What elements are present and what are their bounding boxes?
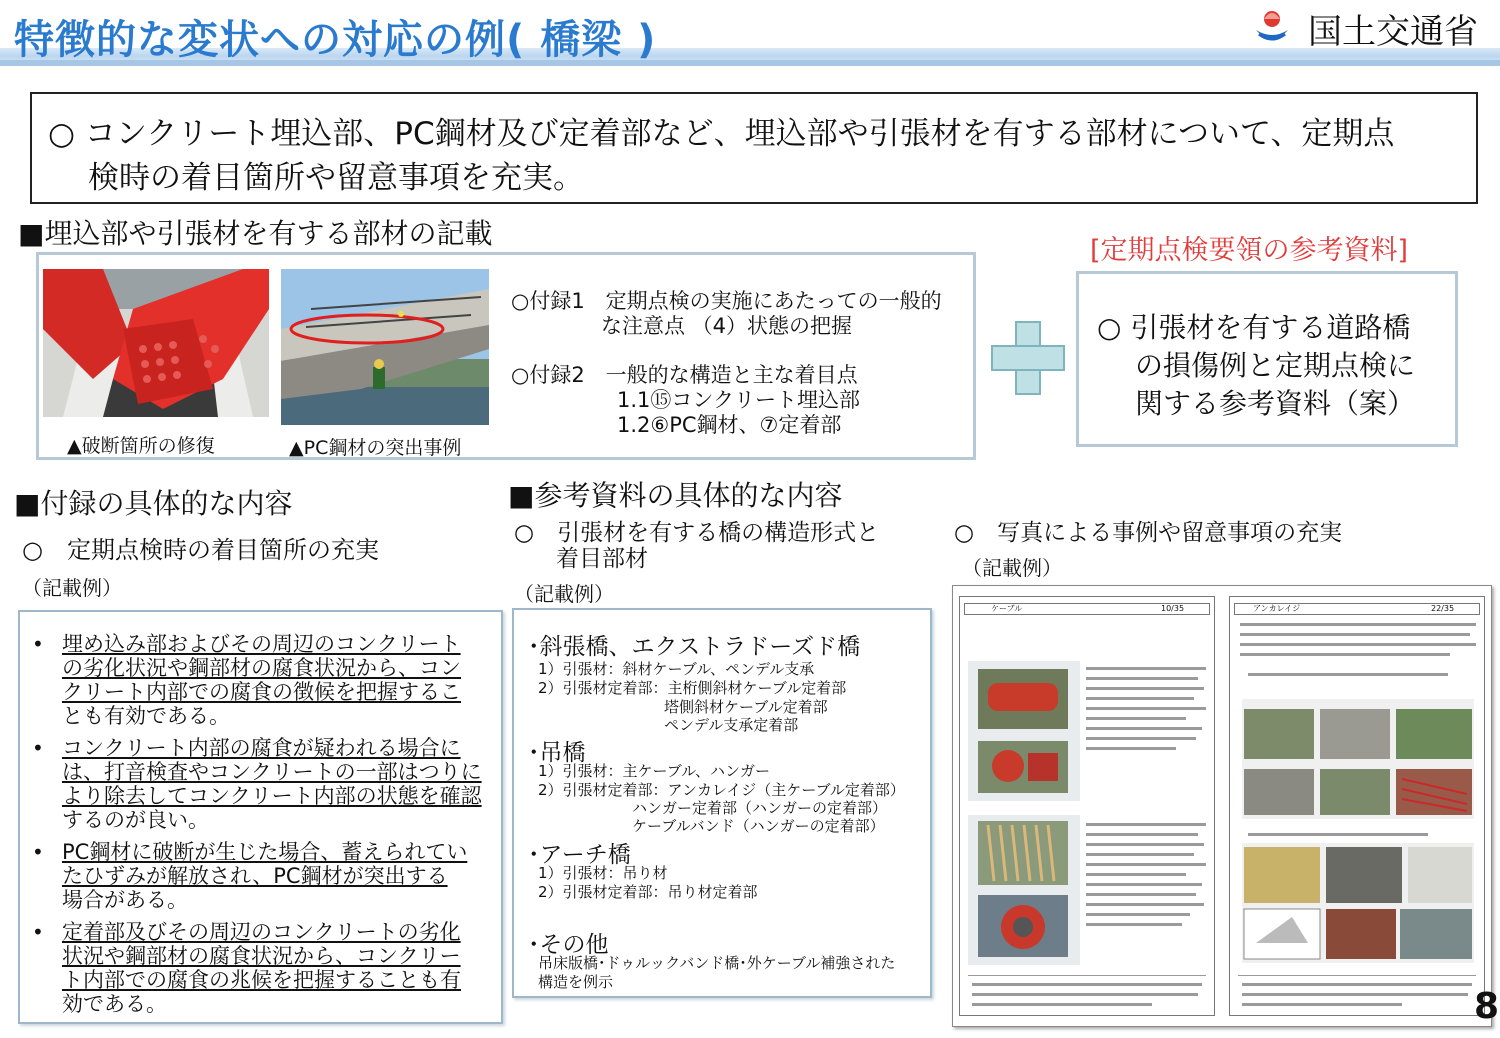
summary-box — [30, 92, 1478, 204]
ministry-logo-icon — [1250, 4, 1294, 48]
cat-cable-stayed: ･斜張橋、エクストラドーズド橋 — [528, 634, 861, 660]
cable-photo-1 — [968, 661, 1080, 801]
plus-icon — [990, 320, 1066, 396]
photo1-caption: ▲破断箇所の修復 — [67, 435, 215, 457]
ref-note-2: （記載例） — [962, 556, 1062, 580]
bullet1-line2: の劣化状況や鋼部材の腐食状況から、コン — [62, 656, 461, 680]
sample-right-page: 22/35 — [1431, 604, 1455, 613]
summary-line-2: 検時の着目箇所や留意事項を充実。 — [88, 160, 584, 196]
bullet4-line4: 効である。 — [62, 992, 167, 1016]
ministry-name: 国土交通省 — [1308, 12, 1478, 52]
cat1-line-c: 塔側斜材ケーブル定着部 — [664, 698, 828, 716]
page-number: 8 — [1474, 986, 1500, 1027]
cat2-line-c: ハンガー定着部（ハンガーの定着部） — [632, 799, 888, 817]
cat1-line-a: 1）引張材：斜材ケーブル、ペンデル支承 — [538, 660, 815, 678]
cat2-line-b: 2）引張材定着部：アンカレイジ（主ケーブル定着部） — [538, 781, 905, 799]
section-heading-embedded: ■埋込部や引張材を有する部材の記載 — [18, 217, 493, 250]
pc-steel-photo — [281, 269, 489, 425]
bullet4-line3: ト内部での腐食の兆候を把握することも有 — [62, 968, 461, 992]
appendix-example-box: • 埋め込み部およびその周辺のコンクリート の劣化状況や鋼部材の腐食状況から、コン クリート内部での腐食の徴候を把握するこ とも有効である。 • コンクリート内部の腐食が疑われる場合に は、打音検査やコンクリートの一部はつりに より除去してコンクリート内部の状態を確認 するのが良い。 • PC鋼材に破断が生じた場合、蓄えられてい たひずみが解放され、PC鋼材が突出する 場合がある。 • 定着部及びその周辺のコンクリートの劣化 状況や鋼部材の腐食状況から、コンクリー ト内部での腐食の兆候を把握することも有 効である。 — [18, 610, 503, 1024]
ref-note-1: （記載例） — [514, 582, 614, 606]
sample-left-title: ケーブル — [991, 604, 1023, 613]
ref-content-heading: ■参考資料の具体的な内容 — [508, 479, 843, 512]
appendix2-line1: ○付録2 一般的な構造と主な着目点 — [511, 363, 858, 387]
repair-photo — [43, 269, 269, 417]
appendix-content-item: ○ 定期点検時の着目箇所の充実 — [22, 536, 379, 564]
reference-line-3: 関する参考資料（案） — [1135, 387, 1416, 420]
bullet1-line1: 埋め込み部およびその周辺のコンクリート — [62, 632, 461, 656]
bullet3-line1: PC鋼材に破断が生じた場合、蓄えられてい — [62, 840, 468, 864]
reference-box — [1076, 271, 1458, 447]
reference-line-2: の損傷例と定期点検に — [1135, 349, 1416, 382]
page-title: 特徴的な変状への対応の例( 橋梁 ) — [14, 17, 657, 63]
reference-line-1: ○ 引張材を有する道路橋 — [1097, 311, 1411, 344]
sample-page-anchorage — [1229, 596, 1485, 1016]
appendix-content-heading: ■付録の具体的な内容 — [14, 487, 293, 520]
cat1-line-d: ペンデル支承定着部 — [664, 716, 799, 734]
sample-page-cable — [959, 596, 1215, 1016]
ref-item2: ○ 写真による事例や留意事項の充実 — [954, 520, 1343, 546]
appendix1-line2: な注意点 （4）状態の把握 — [601, 314, 853, 338]
cat2-line-a: 1）引張材：主ケーブル、ハンガー — [538, 762, 770, 780]
cat3-line-b: 2）引張材定着部：吊り材定着部 — [538, 883, 758, 901]
appendix2-line3: 1.2⑥PC鋼材、⑦定着部 — [617, 413, 842, 437]
cat3-line-a: 1）引張材：吊り材 — [538, 864, 668, 882]
bullet1-line4: とも有効である。 — [62, 704, 230, 728]
reference-title: [定期点検要領の参考資料] — [1090, 235, 1409, 266]
bullet2-line3: より除去してコンクリート内部の状態を確認 — [62, 784, 482, 808]
anchorage-photos-2 — [1242, 843, 1474, 963]
bullet2-line1: コンクリート内部の腐食が疑われる場合に — [62, 736, 461, 760]
anchorage-photos-1 — [1242, 699, 1474, 819]
cat4-line-a: 吊床版橋･ドゥルックバンド橋･外ケーブル補強された — [538, 954, 896, 972]
appendix2-line2: 1.1⑮コンクリート埋込部 — [617, 388, 860, 412]
bullet2-line4: するのが良い。 — [62, 808, 209, 832]
ref-content-box — [512, 608, 932, 998]
cat-suspension: ･吊橋 — [528, 740, 586, 766]
photos-box — [36, 252, 976, 460]
bullet4-line1: 定着部及びその周辺のコンクリートの劣化 — [62, 920, 461, 944]
bullet1-line3: クリート内部での腐食の徴候を把握するこ — [62, 680, 461, 704]
appendix1-line1: ○付録1 定期点検の実施にあたっての一般的 — [511, 289, 942, 313]
summary-line-1: ○ コンクリート埋込部、PC鋼材及び定着部など、埋込部や引張材を有する部材について、定期点 — [48, 116, 1395, 152]
bullet3-line2: たひずみが解放され、PC鋼材が突出する — [62, 864, 448, 888]
ref-item1-line2: 着目部材 — [556, 546, 648, 572]
cat-arch: ･アーチ橋 — [528, 842, 631, 868]
cable-photo-2 — [968, 815, 1080, 965]
appendix-content-note: （記載例） — [22, 576, 122, 600]
photo2-caption: ▲PC鋼材の突出事例 — [289, 437, 462, 459]
sample-right-title: アンカレイジ — [1253, 604, 1301, 613]
bullet3-line3: 場合がある。 — [62, 888, 188, 912]
ref-item1-line1: ○ 引張材を有する橋の構造形式と — [514, 520, 880, 546]
cat4-line-b: 構造を例示 — [538, 973, 614, 991]
sample-left-page: 10/35 — [1161, 604, 1185, 613]
bullet4-line2: 状況や鋼部材の腐食状況から、コンクリー — [62, 944, 461, 968]
bullet2-line2: は、打音検査やコンクリートの一部はつりに — [62, 760, 482, 784]
cat-other: ･その他 — [528, 932, 609, 958]
cat1-line-b: 2）引張材定着部：主桁側斜材ケーブル定着部 — [538, 679, 847, 697]
cat2-line-d: ケーブルバンド（ハンガーの定着部） — [632, 817, 885, 835]
sample-pages — [952, 585, 1492, 1027]
